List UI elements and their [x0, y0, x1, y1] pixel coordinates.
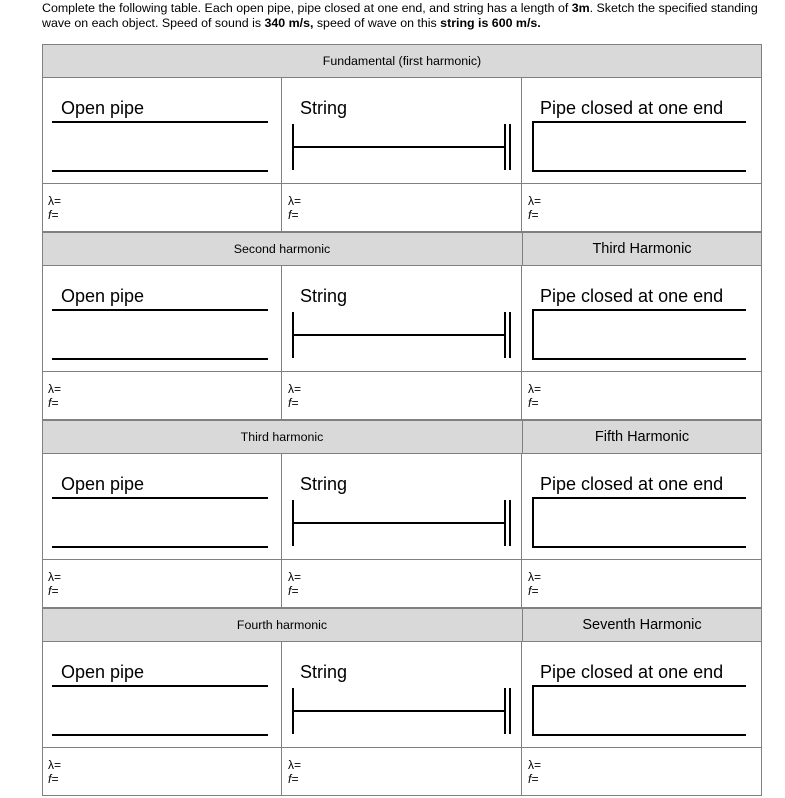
closed-pipe-label: Pipe closed at one end	[540, 662, 724, 682]
closed-pipe-answers: λ= f=	[528, 194, 542, 222]
sketch-area	[42, 44, 762, 234]
open-pipe-label: Open pipe	[61, 286, 145, 306]
string-label: String	[300, 474, 348, 494]
open-pipe-drawing	[52, 498, 268, 547]
open-pipe-drawing	[52, 122, 268, 171]
open-pipe-label: Open pipe	[61, 98, 145, 118]
string-label: String	[300, 98, 348, 118]
section-header-right: Fifth Harmonic	[594, 429, 690, 445]
section-header-label: Fundamental (first harmonic)	[322, 54, 482, 68]
section-header-right: Third Harmonic	[592, 241, 692, 257]
string-answers: λ= f=	[288, 570, 302, 598]
closed-pipe-drawing	[532, 686, 746, 735]
closed-pipe-label: Pipe closed at one end	[540, 474, 724, 494]
string-answers: λ= f=	[288, 194, 302, 222]
instructions: Complete the following table. Each open pipe, pipe closed at one end, and string has a length of 3m. Sketch the specified standing wave on each object. Speed of sound is 340 m/s, speed of wave on this string is 600 m/s.	[42, 1, 758, 30]
open-pipe-answers: λ= f=	[48, 570, 62, 598]
open-pipe-label: Open pipe	[61, 474, 145, 494]
closed-pipe-answers: λ= f=	[528, 570, 542, 598]
open-pipe-answers: λ= f=	[48, 382, 62, 410]
open-pipe-drawing	[52, 310, 268, 359]
closed-pipe-drawing	[532, 122, 746, 171]
section-header-label: Fourth harmonic	[236, 618, 328, 632]
closed-pipe-answers: λ= f=	[528, 758, 542, 786]
string-label: String	[300, 286, 348, 306]
closed-pipe-drawing	[532, 310, 746, 359]
open-pipe-answers: λ= f=	[48, 194, 62, 222]
closed-pipe-drawing	[532, 498, 746, 547]
section-header-label: Third harmonic	[240, 430, 324, 444]
section-header-label: Second harmonic	[233, 242, 331, 256]
closed-pipe-answers: λ= f=	[528, 382, 542, 410]
sketch-area	[42, 420, 762, 610]
string-drawing	[293, 688, 510, 734]
open-pipe-label: Open pipe	[61, 662, 145, 682]
sketch-area	[42, 608, 762, 798]
section-header-right: Seventh Harmonic	[582, 617, 702, 633]
closed-pipe-label: Pipe closed at one end	[540, 286, 724, 306]
closed-pipe-label: Pipe closed at one end	[540, 98, 724, 118]
string-drawing	[293, 124, 510, 170]
string-drawing	[293, 500, 510, 546]
open-pipe-answers: λ= f=	[48, 758, 62, 786]
string-drawing	[293, 312, 510, 358]
open-pipe-drawing	[52, 686, 268, 735]
string-answers: λ= f=	[288, 758, 302, 786]
string-answers: λ= f=	[288, 382, 302, 410]
string-label: String	[300, 662, 348, 682]
sketch-area	[42, 232, 762, 422]
